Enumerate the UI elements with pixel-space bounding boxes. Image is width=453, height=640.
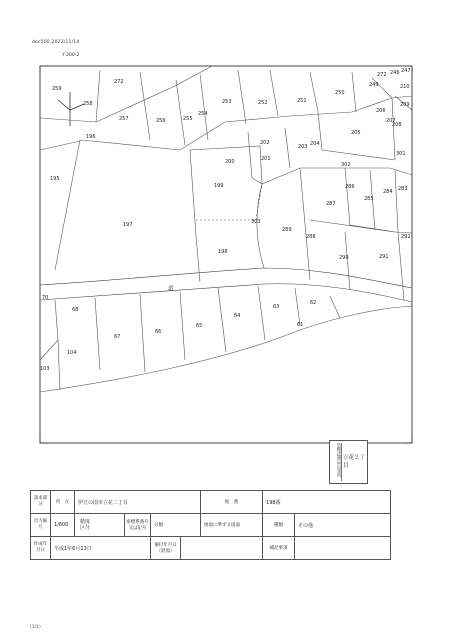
legend-side-label: 管轄法務局出張所 bbox=[331, 443, 342, 481]
plot-label: 251 bbox=[297, 98, 307, 104]
applicant-label: 請求部分 bbox=[31, 491, 51, 514]
parcel-boundaries bbox=[40, 66, 412, 392]
plot-label: 206 bbox=[376, 108, 386, 114]
plot-label: 286 bbox=[345, 184, 355, 190]
plot-label: 256 bbox=[156, 118, 166, 124]
info-row-scale bbox=[31, 514, 391, 537]
plot-label: 301 bbox=[396, 151, 406, 157]
plot-label: 285 bbox=[364, 196, 374, 202]
plot-label: 283 bbox=[398, 186, 408, 192]
plot-label: 202 bbox=[260, 140, 270, 146]
plot-label: 200 bbox=[225, 159, 235, 165]
plot-label: 195 bbox=[50, 176, 60, 182]
plot-label: 247 bbox=[401, 68, 411, 74]
document-header-code: doc500.2022/11/14 bbox=[32, 40, 80, 45]
plot-label: 204 bbox=[310, 141, 320, 147]
location-label: 所 在 bbox=[51, 491, 75, 514]
plot-label: 253 bbox=[222, 99, 232, 105]
plot-label: 70 bbox=[42, 295, 49, 301]
plot-label: 197 bbox=[123, 222, 133, 228]
plot-label: 255 bbox=[183, 116, 193, 122]
plot-label: 205 bbox=[351, 130, 361, 136]
plot-label: 302 bbox=[341, 162, 351, 168]
plot-label: 259 bbox=[52, 86, 62, 92]
plot-label: 303 bbox=[251, 219, 261, 225]
plot-label: 272 bbox=[377, 72, 387, 78]
plot-label: 201 bbox=[261, 156, 271, 162]
plot-label: 257 bbox=[119, 116, 129, 122]
plot-label: 208 bbox=[392, 122, 402, 128]
plot-label: 292 bbox=[401, 234, 411, 240]
plot-label: 67 bbox=[114, 334, 121, 340]
plot-label: 199 bbox=[214, 183, 224, 189]
plot-label: 258 bbox=[83, 101, 93, 107]
type-value: その他 bbox=[295, 514, 391, 537]
plot-label: 65 bbox=[196, 323, 203, 329]
prepared-date-label: 備付年月日（原図） bbox=[151, 537, 181, 560]
coordinate-system-label: 座標系番号又は記号 bbox=[125, 514, 151, 537]
map-info-table bbox=[30, 490, 391, 560]
plot-label: 249 bbox=[369, 82, 379, 88]
plot-label: 252 bbox=[258, 100, 268, 106]
plot-label: 198 bbox=[218, 249, 228, 255]
scale-label: 出力縮尺 bbox=[31, 514, 51, 537]
info-row-location bbox=[31, 491, 391, 514]
plot-label: 246 bbox=[390, 70, 400, 76]
plot-label: 203 bbox=[298, 144, 308, 150]
plot-label: 62 bbox=[310, 300, 317, 306]
info-row-dates bbox=[31, 537, 391, 560]
created-date-label: 作成年月日 bbox=[31, 537, 51, 560]
plot-label: 254 bbox=[198, 111, 208, 117]
category-label: 分類 bbox=[151, 514, 201, 537]
accuracy-label: 精度区分 bbox=[75, 514, 125, 537]
plot-label: 288 bbox=[306, 234, 316, 240]
district-legend bbox=[329, 440, 368, 484]
plot-label: 63 bbox=[273, 304, 280, 310]
plot-label: 272 bbox=[114, 79, 124, 85]
plot-label: 64 bbox=[234, 313, 241, 319]
category-value: 地図に準ずる図面 bbox=[201, 514, 263, 537]
type-label: 種類 bbox=[263, 514, 295, 537]
plot-label: 209 bbox=[400, 102, 410, 108]
plot-label: 207 bbox=[386, 118, 396, 124]
prepared-date-value bbox=[181, 537, 263, 560]
lot-number-value: 198番 bbox=[263, 491, 391, 514]
lot-number-label: 地 番 bbox=[201, 491, 263, 514]
notes-value bbox=[295, 537, 391, 560]
plot-label: 250 bbox=[335, 90, 345, 96]
plot-label: 291 bbox=[379, 254, 389, 260]
plot-label: 61 bbox=[297, 322, 304, 328]
plot-label: 287 bbox=[326, 201, 336, 207]
legend-district-name: 立花２丁目 bbox=[343, 455, 366, 469]
plot-label: 290 bbox=[339, 255, 349, 261]
plot-label: 66 bbox=[155, 329, 162, 335]
plot-label: 104 bbox=[67, 350, 77, 356]
road-label: 道 bbox=[168, 286, 174, 292]
plot-label: 196 bbox=[86, 134, 96, 140]
created-date-value: 平成1年6月13日 bbox=[51, 537, 151, 560]
plot-label: 210 bbox=[400, 84, 410, 90]
location-value: 伊豆の国市立花二丁目 bbox=[75, 491, 201, 514]
document-sub-code: Y 200-2 bbox=[62, 53, 80, 58]
plot-label: 103 bbox=[40, 366, 50, 372]
plot-label: 289 bbox=[282, 227, 292, 233]
page-indicator: (1/1) bbox=[30, 625, 41, 630]
plot-label: 284 bbox=[383, 189, 393, 195]
scale-value: 1/600 bbox=[51, 514, 75, 537]
plot-label: 68 bbox=[72, 307, 79, 313]
notes-label: 補記事項 bbox=[263, 537, 295, 560]
